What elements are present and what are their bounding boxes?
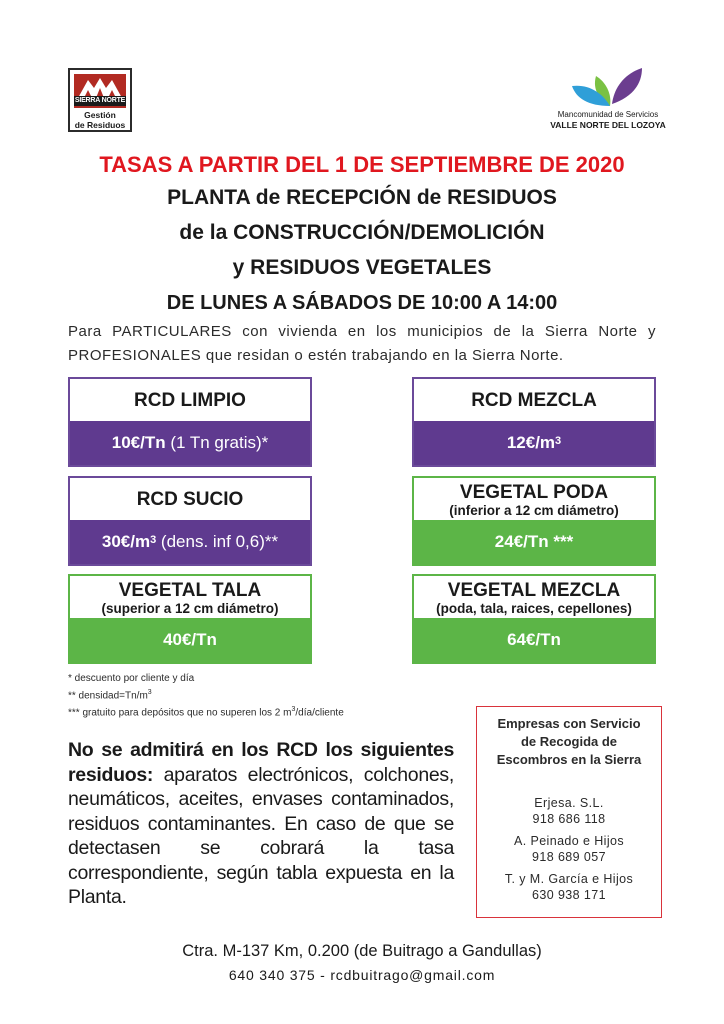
- rcd-limpio-title-text: RCD LIMPIO: [134, 390, 246, 411]
- footnote-2-sup: 3: [147, 689, 152, 696]
- logo-subtitle-line2: de Residuos: [74, 120, 126, 130]
- plant-address: Ctra. M-137 Km, 0.200 (de Buitrago a Gandullas): [182, 942, 542, 960]
- opening-hours: DE LUNES A SÁBADOS DE 10:00 A 14:00: [166, 292, 558, 314]
- footnote-3-sup: 3: [291, 706, 296, 714]
- vegetal-mezcla-subtitle: (poda, tala, raices, cepellones): [436, 600, 632, 616]
- rcd-limpio-title: [70, 379, 310, 423]
- company-name: T. y M. García e Hijos: [504, 872, 634, 886]
- not-admitted-warning: [68, 738, 454, 910]
- vegetal-mezcla-price-value: 64€/Tn: [507, 630, 561, 649]
- rcd-sucio-price-note: (dens. inf 0,6)**: [156, 532, 279, 551]
- rcd-mezcla-box: [412, 377, 656, 467]
- mancomunidad-line1: Mancomunidad de Servicios: [557, 110, 659, 119]
- vegetal-tala-price-value: 40€/Tn: [163, 630, 217, 649]
- rcd-mezcla-price: [414, 421, 654, 465]
- companies-header: [477, 715, 661, 769]
- footnote-2: [68, 686, 448, 703]
- vegetal-poda-price-value: 24€/Tn: [494, 532, 549, 551]
- footnote-3-suffix: /día/cliente: [295, 707, 344, 719]
- rates-heading: TASAS A PARTIR DEL 1 DE SEPTIEMBRE DE 2020: [99, 152, 625, 177]
- rcd-sucio-box: [68, 476, 312, 566]
- companies-box: [476, 706, 662, 918]
- warning-body: aparatos electrónicos, colchones, neumáticos, aceites, envases contaminados, residuos contaminantes. En caso de que se detectasen se cobrará la tasa correspondiente, según tabla expuesta en la Planta.: [68, 763, 454, 908]
- rcd-limpio-box: [68, 377, 312, 467]
- plant-title-line1: PLANTA de RECEPCIÓN de RESIDUOS: [167, 186, 557, 209]
- vegetal-tala-box: [68, 574, 312, 664]
- mancomunidad-logo: [548, 64, 668, 134]
- company-phone: 918 689 057: [532, 850, 606, 864]
- rcd-sucio-title-text: RCD SUCIO: [136, 489, 244, 510]
- company-phone: 630 938 171: [532, 888, 606, 902]
- rcd-sucio-title: [70, 478, 310, 522]
- vegetal-mezcla-title: [414, 576, 654, 620]
- footnote-1: * descuento por cliente y día: [68, 673, 195, 684]
- vegetal-tala-title: [70, 576, 310, 620]
- rcd-sucio-price: [70, 520, 310, 564]
- rcd-mezcla-title: [414, 379, 654, 423]
- vegetal-poda-box: [412, 476, 656, 566]
- footnote-3: [68, 703, 448, 720]
- companies-header-line2: de Recogida de: [520, 734, 618, 749]
- sierra-norte-logo: [68, 68, 132, 132]
- rcd-sucio-price-sup: 3: [150, 534, 157, 546]
- plant-title-line3: y RESIDUOS VEGETALES: [232, 256, 492, 279]
- logo-brand-text: SIERRA NORTE: [74, 97, 126, 104]
- vegetal-poda-title-text: VEGETAL PODA: [459, 481, 609, 503]
- rcd-mezcla-title-text: RCD MEZCLA: [471, 390, 597, 411]
- company-name: Erjesa. S.L.: [534, 796, 604, 810]
- rcd-mezcla-price-sup: 3: [555, 435, 562, 447]
- warning-lead: No se admitirá en los RCD los siguientes residuos:: [68, 739, 454, 786]
- footnote-3-text: *** gratuito para depósitos que no superen los 2 m: [68, 707, 292, 719]
- logo-subtitle-line1: Gestión: [84, 110, 116, 120]
- vegetal-poda-price: [414, 520, 654, 564]
- plant-contact: 640 340 375 - rcdbuitrago@gmail.com: [228, 967, 496, 983]
- rcd-limpio-price-value: 10€/Tn: [111, 433, 166, 452]
- rcd-limpio-price-note: (1 Tn gratis)*: [165, 433, 269, 452]
- vegetal-poda-title: [414, 478, 654, 522]
- companies-header-line1: Empresas con Servicio: [497, 716, 641, 731]
- vegetal-tala-price: [70, 618, 310, 662]
- leaves-icon: [570, 64, 646, 108]
- plant-title-line2: de la CONSTRUCCIÓN/DEMOLICIÓN: [179, 221, 545, 244]
- rcd-sucio-price-value: 30€/m: [101, 532, 151, 551]
- company-item: [477, 833, 661, 865]
- company-item: [477, 871, 661, 903]
- company-name: A. Peinado e Hijos: [513, 834, 625, 848]
- companies-header-line3: Escombros en la Sierra: [496, 752, 642, 767]
- vegetal-poda-price-note: ***: [548, 532, 574, 551]
- footnotes: [68, 672, 448, 721]
- logo-subtitle: [72, 110, 128, 130]
- vegetal-mezcla-title-text: VEGETAL MEZCLA: [447, 579, 621, 601]
- vegetal-mezcla-price: [414, 618, 654, 662]
- eligibility-text: Para PARTICULARES con vivienda en los municipios de la Sierra Norte y PROFESIONALES que residan o estén trabajando en la Sierra Norte.: [68, 323, 656, 364]
- vegetal-mezcla-box: [412, 574, 656, 664]
- vegetal-tala-title-text: VEGETAL TALA: [118, 579, 262, 601]
- mancomunidad-line2: VALLE NORTE DEL LOZOYA: [550, 120, 666, 130]
- vegetal-tala-subtitle: (superior a 12 cm diámetro): [101, 600, 279, 616]
- rcd-limpio-price: [70, 421, 310, 465]
- company-item: [477, 795, 661, 827]
- vegetal-poda-subtitle: (inferior a 12 cm diámetro): [449, 502, 619, 518]
- footnote-2-text: ** densidad=Tn/m: [68, 690, 148, 702]
- rcd-mezcla-price-value: 12€/m: [506, 433, 556, 452]
- company-phone: 918 686 118: [532, 812, 606, 826]
